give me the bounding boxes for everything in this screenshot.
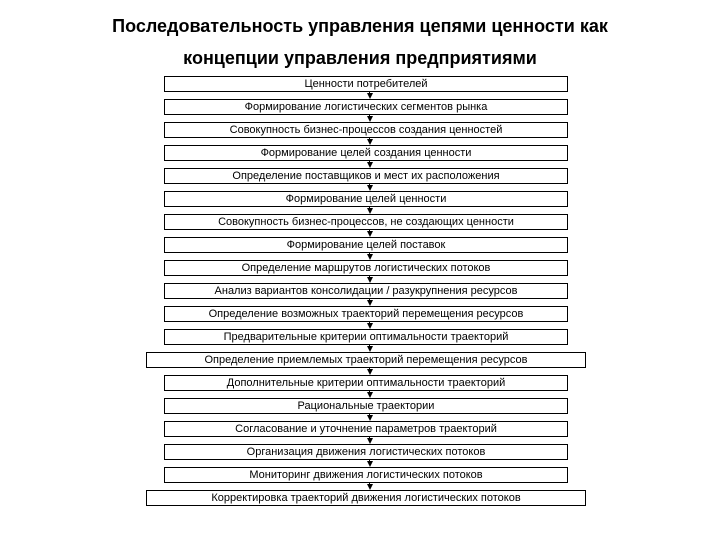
- step-box: Совокупность бизнес-процессов создания ценностей: [164, 122, 568, 138]
- step-box: Определение возможных траекторий перемещения ресурсов: [164, 306, 568, 322]
- step-box: Организация движения логистических потоков: [164, 444, 568, 460]
- step-box: Определение поставщиков и мест их расположения: [164, 168, 568, 184]
- step-box: Ценности потребителей: [164, 76, 568, 92]
- step-box: Формирование целей создания ценности: [164, 145, 568, 161]
- step-box: Совокупность бизнес-процессов, не создающих ценности: [164, 214, 568, 230]
- step-box: Рациональные траектории: [164, 398, 568, 414]
- step-box: Определение приемлемых траекторий перемещения ресурсов: [146, 352, 586, 368]
- step-box: Формирование целей ценности: [164, 191, 568, 207]
- page-title-line-2: концепции управления предприятиями: [183, 48, 537, 68]
- step-box: Формирование логистических сегментов рынка: [164, 99, 568, 115]
- page-title-line-1: Последовательность управления цепями ценности как: [112, 16, 608, 36]
- step-box: Корректировка траекторий движения логистических потоков: [146, 490, 586, 506]
- step-box: Согласование и уточнение параметров траекторий: [164, 421, 568, 437]
- step-box: Мониторинг движения логистических потоков: [164, 467, 568, 483]
- step-box: Предварительные критерии оптимальности траекторий: [164, 329, 568, 345]
- step-box: Анализ вариантов консолидации / разукрупнения ресурсов: [164, 283, 568, 299]
- step-box: Формирование целей поставок: [164, 237, 568, 253]
- step-box: Дополнительные критерии оптимальности траекторий: [164, 375, 568, 391]
- step-box: Определение маршрутов логистических потоков: [164, 260, 568, 276]
